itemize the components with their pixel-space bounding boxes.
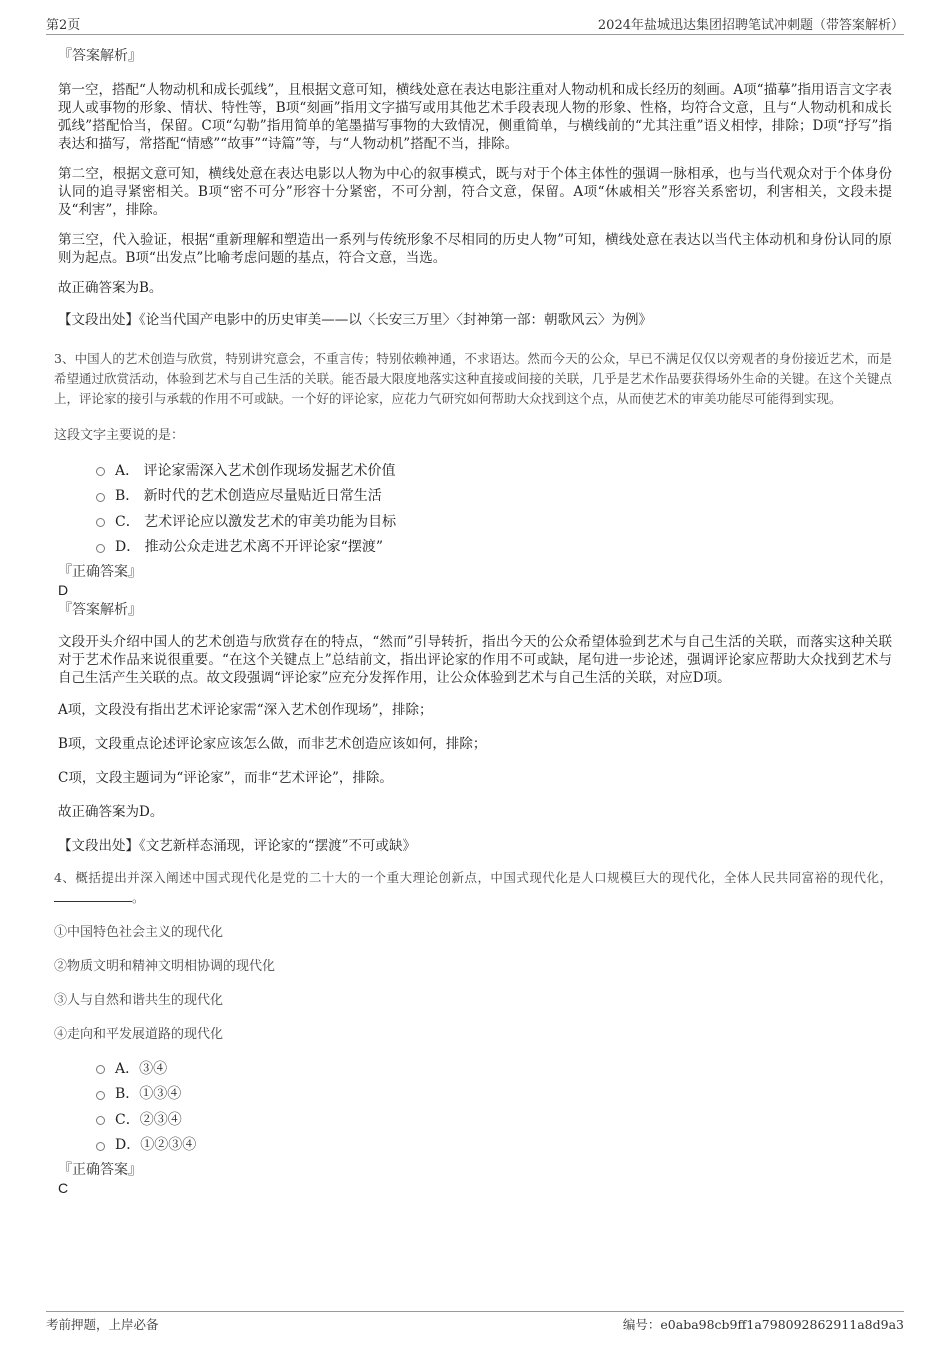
page-number: 第2页 bbox=[46, 18, 81, 33]
statement-item: ②物质文明和精神文明相协调的现代化 bbox=[54, 959, 276, 974]
statement-item: ③人与自然和谐共生的现代化 bbox=[54, 993, 224, 1008]
statement-item: ①中国特色社会主义的现代化 bbox=[54, 925, 224, 940]
option-a[interactable]: A．③④ bbox=[96, 1055, 892, 1081]
option-c[interactable]: C． 艺术评论应以激发艺术的审美功能为目标 bbox=[96, 508, 892, 534]
answer-explanation-label: 『答案解析』 bbox=[58, 48, 142, 64]
radio-button[interactable] bbox=[96, 1091, 105, 1100]
radio-button[interactable] bbox=[96, 1116, 105, 1125]
page-header bbox=[46, 14, 904, 35]
footer-slogan: 考前押题，上岸必备 bbox=[46, 1317, 159, 1332]
correct-answer-value: C bbox=[58, 1180, 69, 1196]
radio-button[interactable] bbox=[96, 544, 105, 553]
correct-answer-statement: 故正确答案为B。 bbox=[58, 280, 163, 296]
correct-answer-statement: 故正确答案为D。 bbox=[58, 804, 164, 820]
statement-item: ④走向和平发展道路的现代化 bbox=[54, 1027, 224, 1042]
document-id: 编号：e0aba98cb9ff1a798092862911a8d9a3 bbox=[622, 1317, 904, 1332]
radio-button[interactable] bbox=[96, 493, 105, 502]
radio-button[interactable] bbox=[96, 1142, 105, 1151]
explanation-paragraph: 第二空，根据文意可知，横线处意在表达电影以人物为中心的叙事模式，既与对于个体主体性的强调一脉相承，也与当代观众对于个体身份认同的追寻紧密相关。B项“密不可分”形容十分紧密，不可分割，符合文意，保留。A项“休戚相关”形容关系密切，利害相关，文段未提及“利害”，排除。 bbox=[58, 166, 892, 218]
answer-explanation-label: 『答案解析』 bbox=[58, 602, 142, 618]
question-stem: 3、中国人的艺术创造与欣赏，特别讲究意会，不重言传；特别依赖神通，不求语达。然而今天的公众，早已不满足仅仅以旁观者的身份接近艺术，而是希望通过欣赏活动，体验到艺术与自己生活的关联。能否最大限度地落实这种直接或间接的关联，几乎是艺术作品要获得场外生命的关键。在这个关键点上，评论家的接引与承载的作用不可或缺。一个好的评论家，应花力气研究如何帮助大众找到这个点，从而使艺术的审美功能尽可能得到实现。 bbox=[54, 351, 892, 406]
option-c[interactable]: C．②③④ bbox=[96, 1106, 892, 1132]
fill-in-blank bbox=[54, 889, 132, 902]
option-list bbox=[58, 1055, 892, 1157]
question-stem: 4、概括提出并深入阐述中国式现代化是党的二十大的一个重大理论创新点，中国式现代化是人口规模巨大的现代化，全体人民共同富裕的现代化，。 bbox=[54, 870, 892, 905]
page-content bbox=[54, 45, 892, 1197]
passage-source: 【文段出处】《论当代国产电影中的历史审美——以〈长安三万里〉〈封神第一部：朝歌风云〉为例》 bbox=[58, 312, 652, 328]
option-b[interactable]: B． 新时代的艺术创造应尽量贴近日常生活 bbox=[96, 483, 892, 509]
option-b[interactable]: B．①③④ bbox=[96, 1081, 892, 1107]
correct-answer-value: D bbox=[58, 582, 69, 598]
radio-button[interactable] bbox=[96, 1065, 105, 1074]
explanation-paragraph: 第三空，代入验证，根据“重新理解和塑造出一系列与传统形象不尽相同的历史人物”可知，横线处意在表达以当代主体动机和身份认同的原则为起点。B项“出发点”比喻考虑问题的基点，符合文意，当选。 bbox=[58, 232, 892, 266]
explanation-paragraph: B项，文段重点论述评论家应该怎么做，而非艺术创造应该如何，排除； bbox=[58, 736, 487, 752]
correct-answer-label: 『正确答案』 bbox=[58, 1162, 142, 1178]
radio-button[interactable] bbox=[96, 518, 105, 527]
explanation-paragraph: 第一空，搭配“人物动机和成长弧线”，且根据文意可知，横线处意在表达电影注重对人物动机和成长经历的刻画。A项“描摹”指用语言文字表现人或事物的形象、情状、特性等，B项“刻画”指用文字描写或用其他艺术手段表现人物的形象、性格，均符合文意，且与“人物动机和成长弧线”搭配恰当，保留。C项“勾勒”指用简单的笔墨描写事物的大致情况，侧重简单，与横线前的“尤其注重”语义相悖，排除；D项“抒写”指表达和描写，常搭配“情感”“故事”“诗篇”等，与“人物动机”搭配不当，排除。 bbox=[58, 82, 892, 152]
option-list bbox=[58, 457, 892, 559]
option-d[interactable]: D． 推动公众走进艺术离不开评论家“摆渡” bbox=[96, 534, 892, 560]
document-title: 2024年盐城迅达集团招聘笔试冲刺题（带答案解析） bbox=[597, 18, 904, 33]
page-footer bbox=[46, 1311, 904, 1337]
passage-source: 【文段出处】《文艺新样态涌现，评论家的“摆渡”不可或缺》 bbox=[58, 838, 417, 854]
correct-answer-label: 『正确答案』 bbox=[58, 564, 142, 580]
option-a[interactable]: A． 评论家需深入艺术创作现场发掘艺术价值 bbox=[96, 457, 892, 483]
radio-button[interactable] bbox=[96, 467, 105, 476]
explanation-paragraph: 文段开头介绍中国人的艺术创造与欣赏存在的特点，“然而”引导转折，指出今天的公众希望体验到艺术与自己生活的关联，而落实这种关联对于艺术作品来说很重要。“在这个关键点上”总结前文，指出评论家的作用不可或缺，尾句进一步论述，强调评论家应帮助大众找到艺术与自己生活产生关联的点。故文段强调“评论家”应充分发挥作用，让公众体验到艺术与自己生活的关联，对应D项。 bbox=[58, 634, 892, 686]
explanation-paragraph: C项，文段主题词为“评论家”，而非“艺术评论”，排除。 bbox=[58, 770, 393, 786]
option-d[interactable]: D．①②③④ bbox=[96, 1132, 892, 1158]
question-prompt: 这段文字主要说的是： bbox=[54, 428, 185, 443]
explanation-paragraph: A项，文段没有指出艺术评论家需“深入艺术创作现场”，排除； bbox=[58, 702, 433, 718]
